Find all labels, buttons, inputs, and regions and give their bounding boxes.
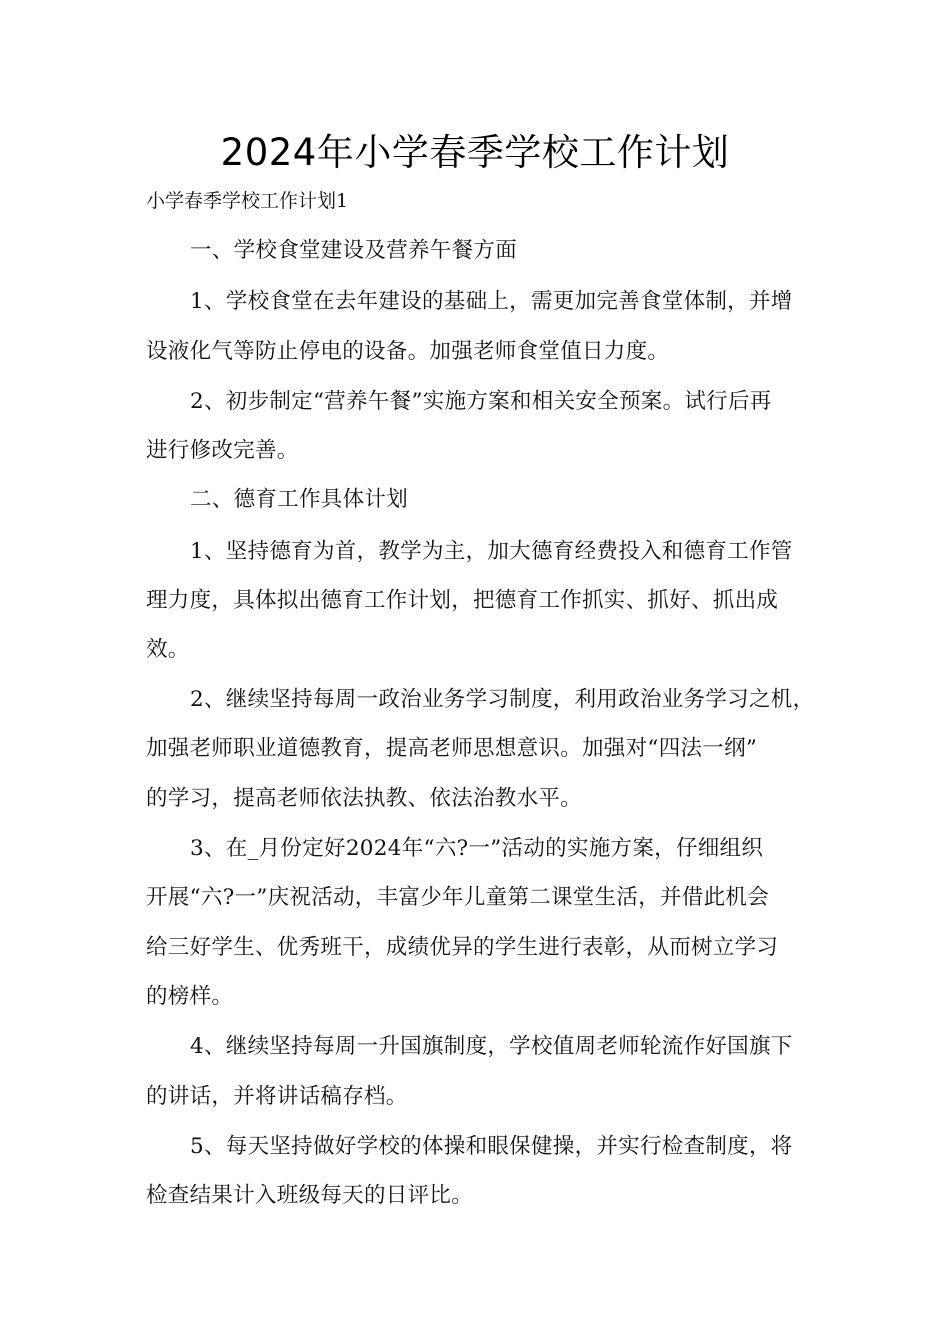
paragraph-line: 效。: [146, 637, 190, 662]
document-title: 2024年小学春季学校工作计划: [220, 131, 730, 174]
paragraph-line: 加强老师职业道德教育，提高老师思想意识。加强对“四法一纲”: [146, 736, 758, 761]
paragraph-line: 的讲话，并将讲话稿存档。: [146, 1084, 408, 1109]
document-subtitle: 小学春季学校工作计划1: [146, 190, 349, 212]
paragraph-line: 进行修改完善。: [146, 438, 299, 463]
paragraph-line: 1、坚持德育为首，教学为主，加大德育经费投入和德育工作管: [190, 539, 793, 564]
paragraph-line: 理力度，具体拟出德育工作计划，把德育工作抓实、抓好、抓出成: [146, 588, 779, 613]
paragraph-line: 检查结果计入班级每天的日评比。: [146, 1183, 474, 1208]
paragraph-line: 开展“六?一”庆祝活动，丰富少年儿童第二课堂生活，并借此机会: [146, 885, 770, 910]
paragraph-line: 的榜样。: [146, 984, 234, 1009]
section-heading-1: 一、学校食堂建设及营养午餐方面: [190, 238, 518, 263]
paragraph-line: 设液化气等防止停电的设备。加强老师食堂值日力度。: [146, 339, 670, 364]
paragraph-line: 4、继续坚持每周一升国旗制度，学校值周老师轮流作好国旗下: [190, 1034, 793, 1059]
paragraph-line: 5、每天坚持做好学校的体操和眼保健操，并实行检查制度，将: [190, 1134, 793, 1159]
section-heading-2: 二、德育工作具体计划: [190, 487, 409, 512]
paragraph-line: 的学习，提高老师依法执教、依法治教水平。: [146, 786, 583, 811]
paragraph-line: 2、继续坚持每周一政治业务学习制度，利用政治业务学习之机，: [190, 687, 815, 712]
paragraph-line: 给三好学生、优秀班干，成绩优异的学生进行表彰，从而树立学习: [146, 935, 779, 960]
paragraph-line: 3、在_月份定好2024年“六?一”活动的实施方案，仔细组织: [190, 836, 764, 861]
paragraph-line: 2、初步制定“营养午餐”实施方案和相关安全预案。试行后再: [190, 389, 772, 414]
paragraph-line: 1、学校食堂在去年建设的基础上，需更加完善食堂体制，并增: [190, 289, 793, 314]
